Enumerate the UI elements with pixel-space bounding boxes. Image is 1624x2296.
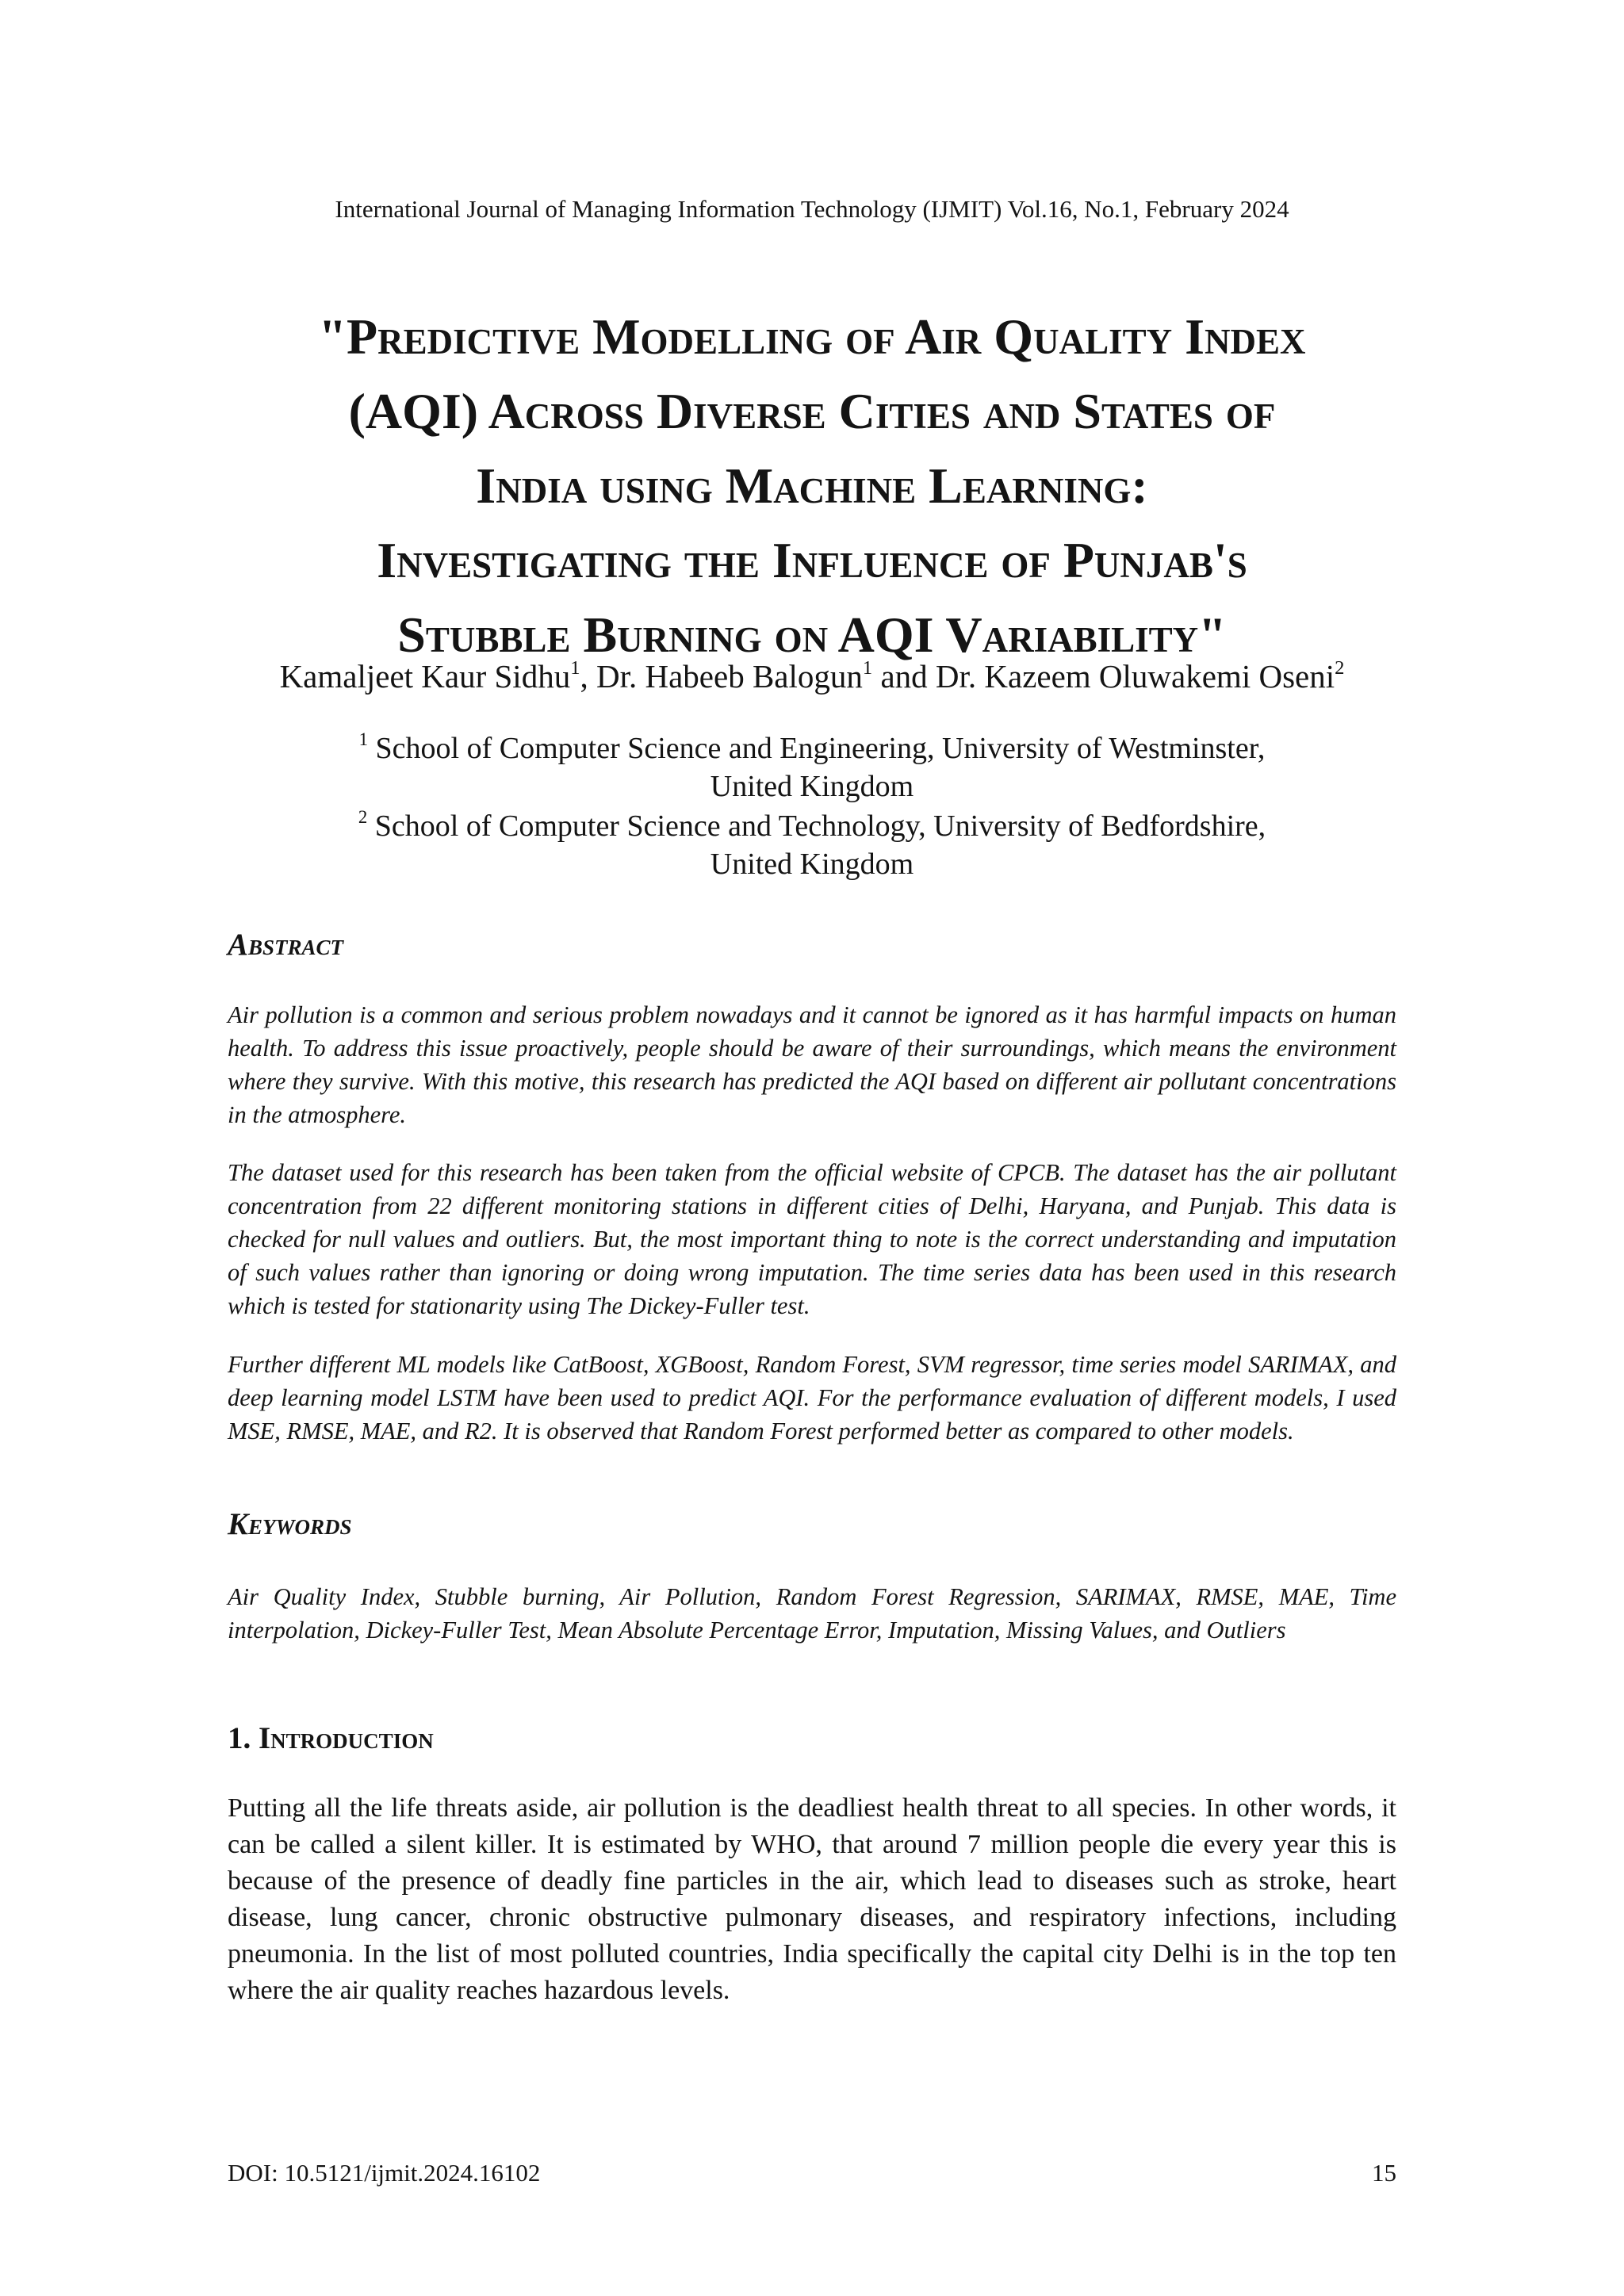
affiliation-marker: 1	[358, 729, 369, 750]
affiliation-2	[0, 807, 1624, 845]
keywords-text: Air Quality Index, Stubble burning, Air Pollution, Random Forest Regression, SARIMAX, RMSE, MAE, Time interpolation, Dickey-Fuller Test, Mean Absolute Percentage Error, Imputation, Missing Values, and Outliers	[228, 1583, 1396, 1644]
keywords-heading: Keywords	[228, 1507, 352, 1541]
title-line: Stubble Burning on AQI Variability"	[397, 607, 1227, 663]
title-line: Investigating the Influence of Punjab's	[377, 532, 1247, 588]
author-name: Kamaljeet Kaur Sidhu	[279, 658, 571, 695]
abstract-paragraph-2: The dataset used for this research has been taken from the official website of CPCB. The dataset has the air pollutant concentration from 22 different monitoring stations in different cities of Delhi, Haryana, and Punjab. This data is checked for null values and outliers. But, the most important thing to note is the correct understanding and imputation of such values rather than ignoring or doing wrong imputation. The time series data has been used in this research which is tested for stationarity using The Dickey-Fuller test.	[228, 1159, 1396, 1319]
affiliation-marker: 1	[570, 656, 580, 679]
affiliation-2-country: United Kingdom	[710, 848, 914, 881]
abstract-paragraph-1: Air pollution is a common and serious problem nowadays and it cannot be ignored as it has harmful impacts on human health. To address this issue proactively, people should be aware of their surroundings, which means the environment where they survive. With this motive, this research has predicted the AQI based on different air pollutant concentrations in the atmosphere.	[228, 1001, 1396, 1128]
affiliation-marker: 2	[1335, 656, 1345, 679]
author-list	[0, 656, 1624, 697]
author-name: Dr. Kazeem Oluwakemi Oseni	[935, 658, 1335, 695]
doi-footer: DOI: 10.5121/ijmit.2024.16102	[228, 2159, 541, 2187]
affiliation-marker: 2	[358, 807, 368, 828]
affiliation-text: School of Computer Science and Engineering, University of Westminster,	[368, 732, 1266, 765]
introduction-paragraph: Putting all the life threats aside, air pollution is the deadliest health threat to all species. In other words, it can be called a silent killer. It is estimated by WHO, that around 7 million people die every year this is because of the presence of deadly fine particles in the air, which lead to diseases such as stroke, heart disease, lung cancer, chronic obstructive pulmonary diseases, and respiratory infections, including pneumonia. In the list of most polluted countries, India specifically the capital city Delhi is in the top ten where the air quality reaches hazardous levels.	[228, 1793, 1396, 2005]
paper-title	[190, 300, 1434, 672]
author-separator: ,	[580, 658, 596, 695]
abstract-paragraph-3: Further different ML models like CatBoost, XGBoost, Random Forest, SVM regressor, time series model SARIMAX, and deep learning model LSTM have been used to predict AQI. For the performance evaluation of different models, I used MSE, RMSE, MAE, and R2. It is observed that Random Forest performed better as compared to other models.	[228, 1351, 1396, 1445]
running-header: International Journal of Managing Information Technology (IJMIT) Vol.16, No.1, February 2024	[335, 195, 1289, 223]
title-line: India using Machine Learning:	[476, 457, 1148, 514]
page-number: 15	[1372, 2159, 1396, 2187]
title-line: "Predictive Modelling of Air Quality Index	[318, 308, 1306, 365]
introduction-heading: 1. Introduction	[228, 1721, 434, 1755]
title-line: (AQI) Across Diverse Cities and States of	[348, 383, 1276, 439]
author-name: Dr. Habeeb Balogun	[596, 658, 863, 695]
abstract-heading: Abstract	[228, 928, 344, 962]
affiliation-1-country: United Kingdom	[710, 770, 914, 803]
affiliation-1	[0, 729, 1624, 767]
author-separator: and	[872, 658, 936, 695]
affiliation-marker: 1	[862, 656, 873, 679]
affiliation-text: School of Computer Science and Technology, University of Bedfordshire,	[367, 809, 1266, 843]
